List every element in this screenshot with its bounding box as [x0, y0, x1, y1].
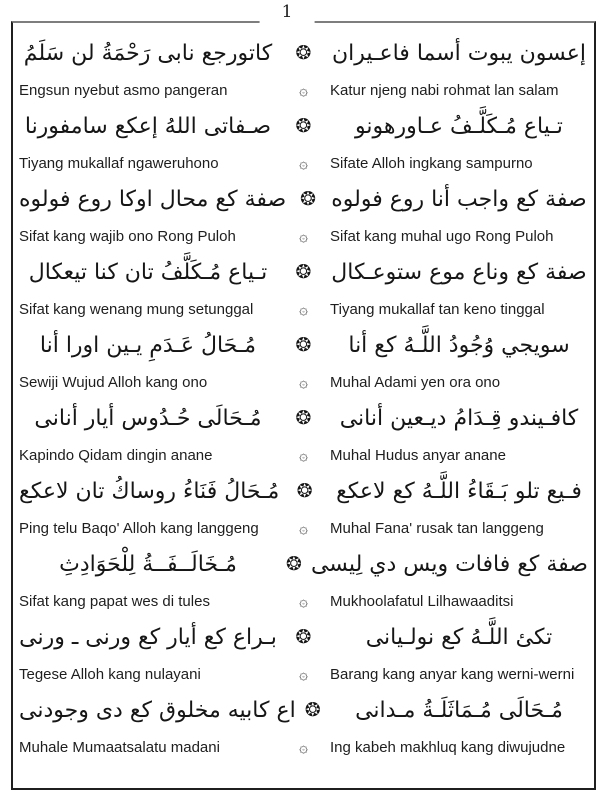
verse-star-ornament-icon: ❂: [296, 480, 313, 502]
verse-latin-line: [19, 588, 588, 614]
verse-arabic-line: [19, 322, 588, 369]
latin-hemistich-second: Ing kabeh makhluq kang diwujudne: [330, 738, 566, 756]
verse-block: [19, 541, 588, 614]
latin-hemistich-second: Mukhoolafatul Lilhawaaditsi: [330, 592, 514, 610]
latin-hemistich-second: Muhal Fana' rusak tan langgeng: [330, 519, 544, 537]
verse-diamond-ornament-icon: ۞: [299, 591, 308, 610]
arabic-hemistich-second: مُـحَالُ عَـدَمِ يـين اورا أنا: [39, 333, 257, 358]
verse-arabic-line: [19, 395, 588, 442]
verse-star-ornament-icon: ❂: [286, 553, 302, 575]
verse-star-ornament-icon: ❂: [304, 699, 321, 721]
verse-star-ornament-icon: ❂: [295, 334, 312, 356]
latin-hemistich-second: Katur njeng nabi rohmat lan salam: [330, 81, 559, 99]
verse-arabic-line: [19, 176, 588, 223]
verse-star-ornament-icon: ❂: [295, 42, 312, 64]
arabic-hemistich-second: اع كابيه مخلوق كع دى وجودنى: [19, 698, 296, 723]
arabic-hemistich-first: سويجي وُجُودُ اللَّـهُ كع أنا: [348, 333, 570, 358]
verse-arabic-line: [19, 103, 588, 150]
arabic-hemistich-second: صـفاتى اللهُ إعكع سامفورنا: [24, 114, 272, 139]
verse-latin-line: [19, 369, 588, 395]
verse-arabic-line: [19, 687, 588, 734]
verse-arabic-line: [19, 614, 588, 661]
arabic-hemistich-second: صفة كع محال اوكا روع فولوه: [19, 187, 287, 212]
verse-arabic-line: [19, 249, 588, 296]
arabic-hemistich-second: تـياع مُـكَلَّفُ تان كنا تيعكال: [28, 260, 268, 285]
verse-diamond-ornament-icon: ۞: [299, 299, 308, 318]
latin-hemistich-first: Sewiji Wujud Alloh kang ono: [19, 373, 208, 391]
latin-hemistich-first: Sifat kang papat wes di tules: [19, 592, 210, 610]
latin-hemistich-first: Sifat kang wajib ono Rong Puloh: [19, 227, 236, 245]
verse-list: [13, 23, 594, 788]
verse-latin-line: [19, 515, 588, 541]
verse-diamond-ornament-icon: ۞: [299, 664, 308, 683]
verse-star-ornament-icon: ❂: [300, 188, 317, 210]
latin-hemistich-first: Kapindo Qidam dingin anane: [19, 446, 213, 464]
verse-block: [19, 614, 588, 687]
arabic-hemistich-second: كاتورجع نابى رَحْمَةُ لن سَلَمُ: [23, 41, 273, 66]
verse-star-ornament-icon: ❂: [295, 261, 312, 283]
verse-star-ornament-icon: ❂: [295, 115, 312, 137]
page-number: 1: [260, 1, 315, 24]
verse-latin-line: [19, 661, 588, 687]
verse-latin-line: [19, 150, 588, 176]
latin-hemistich-second: Barang kang anyar kang werni-werni: [330, 665, 575, 683]
latin-hemistich-first: Ping telu Baqo' Alloh kang langgeng: [19, 519, 259, 537]
arabic-hemistich-first: صفة كع فافات ويس دي لِيسى: [310, 552, 588, 577]
verse-diamond-ornament-icon: ۞: [299, 737, 308, 756]
latin-hemistich-first: Tegese Alloh kang nulayani: [19, 665, 201, 683]
verse-star-ornament-icon: ❂: [295, 626, 312, 648]
arabic-hemistich-first: صفة كع وناع موع ستوعـكال: [331, 260, 587, 285]
verse-block: [19, 30, 588, 103]
latin-hemistich-second: Muhal Hudus anyar anane: [330, 446, 506, 464]
arabic-hemistich-first: إعسون يبوت أسما فاعـيران: [331, 41, 586, 66]
verse-block: [19, 687, 588, 760]
arabic-hemistich-first: فـيع تلو بَـقَاءُ اللَّـهُ كع لاعكع: [336, 479, 582, 504]
latin-hemistich-second: Tiyang mukallaf tan keno tinggal: [330, 300, 545, 318]
verse-arabic-line: [19, 468, 588, 515]
arabic-hemistich-first: صفة كع واجب أنا روع فولوه: [331, 187, 587, 212]
verse-block: [19, 249, 588, 322]
verse-latin-line: [19, 296, 588, 322]
verse-diamond-ornament-icon: ۞: [299, 518, 308, 537]
latin-hemistich-first: Tiyang mukallaf ngaweruhono: [19, 154, 219, 172]
arabic-hemistich-first: تـياع مُـكَلَّـفُ عـاورهونو: [355, 114, 563, 139]
arabic-hemistich-second: مُـخَالَــفَــةُ لِلْحَوَادِثِ: [59, 552, 237, 577]
verse-arabic-line: [19, 541, 588, 588]
verse-diamond-ornament-icon: ۞: [299, 372, 308, 391]
verse-latin-line: [19, 734, 588, 760]
verse-block: [19, 103, 588, 176]
verse-diamond-ornament-icon: ۞: [299, 153, 308, 172]
arabic-hemistich-second: مُـحَالُ فَنَاءُ روساكُ تان لاعكع: [19, 479, 280, 504]
latin-hemistich-second: Muhal Adami yen ora ono: [330, 373, 501, 391]
verse-block: [19, 176, 588, 249]
verse-latin-line: [19, 223, 588, 249]
latin-hemistich-first: Sifat kang wenang mung setunggal: [19, 300, 254, 318]
arabic-hemistich-first: كافـيندو قِـدَامُ ديـعين أنانى: [339, 406, 579, 431]
latin-hemistich-second: Sifate Alloh ingkang sampurno: [330, 154, 533, 172]
verse-block: [19, 468, 588, 541]
latin-hemistich-first: Muhale Mumaatsalatu madani: [19, 738, 220, 756]
verse-star-ornament-icon: ❂: [295, 407, 312, 429]
verse-diamond-ornament-icon: ۞: [299, 226, 308, 245]
verse-block: [19, 322, 588, 395]
arabic-hemistich-first: تكئ اللَّـهُ كع نولـيانى: [365, 625, 553, 650]
verse-block: [19, 395, 588, 468]
verse-latin-line: [19, 442, 588, 468]
verse-diamond-ornament-icon: ۞: [299, 80, 308, 99]
verse-arabic-line: [19, 30, 588, 77]
arabic-hemistich-second: مُـحَالَى حُـدُوس أيار أنانى: [34, 406, 262, 431]
verse-diamond-ornament-icon: ۞: [299, 445, 308, 464]
arabic-hemistich-first: مُـحَالَى مُـمَاثَلَـةُ مـدانى: [355, 698, 563, 723]
latin-hemistich-second: Sifat kang muhal ugo Rong Puloh: [330, 227, 554, 245]
latin-hemistich-first: Engsun nyebut asmo pangeran: [19, 81, 228, 99]
arabic-hemistich-second: بـراع كع أيار كع ورنى ـ ورنى: [19, 625, 277, 650]
verse-latin-line: [19, 77, 588, 103]
